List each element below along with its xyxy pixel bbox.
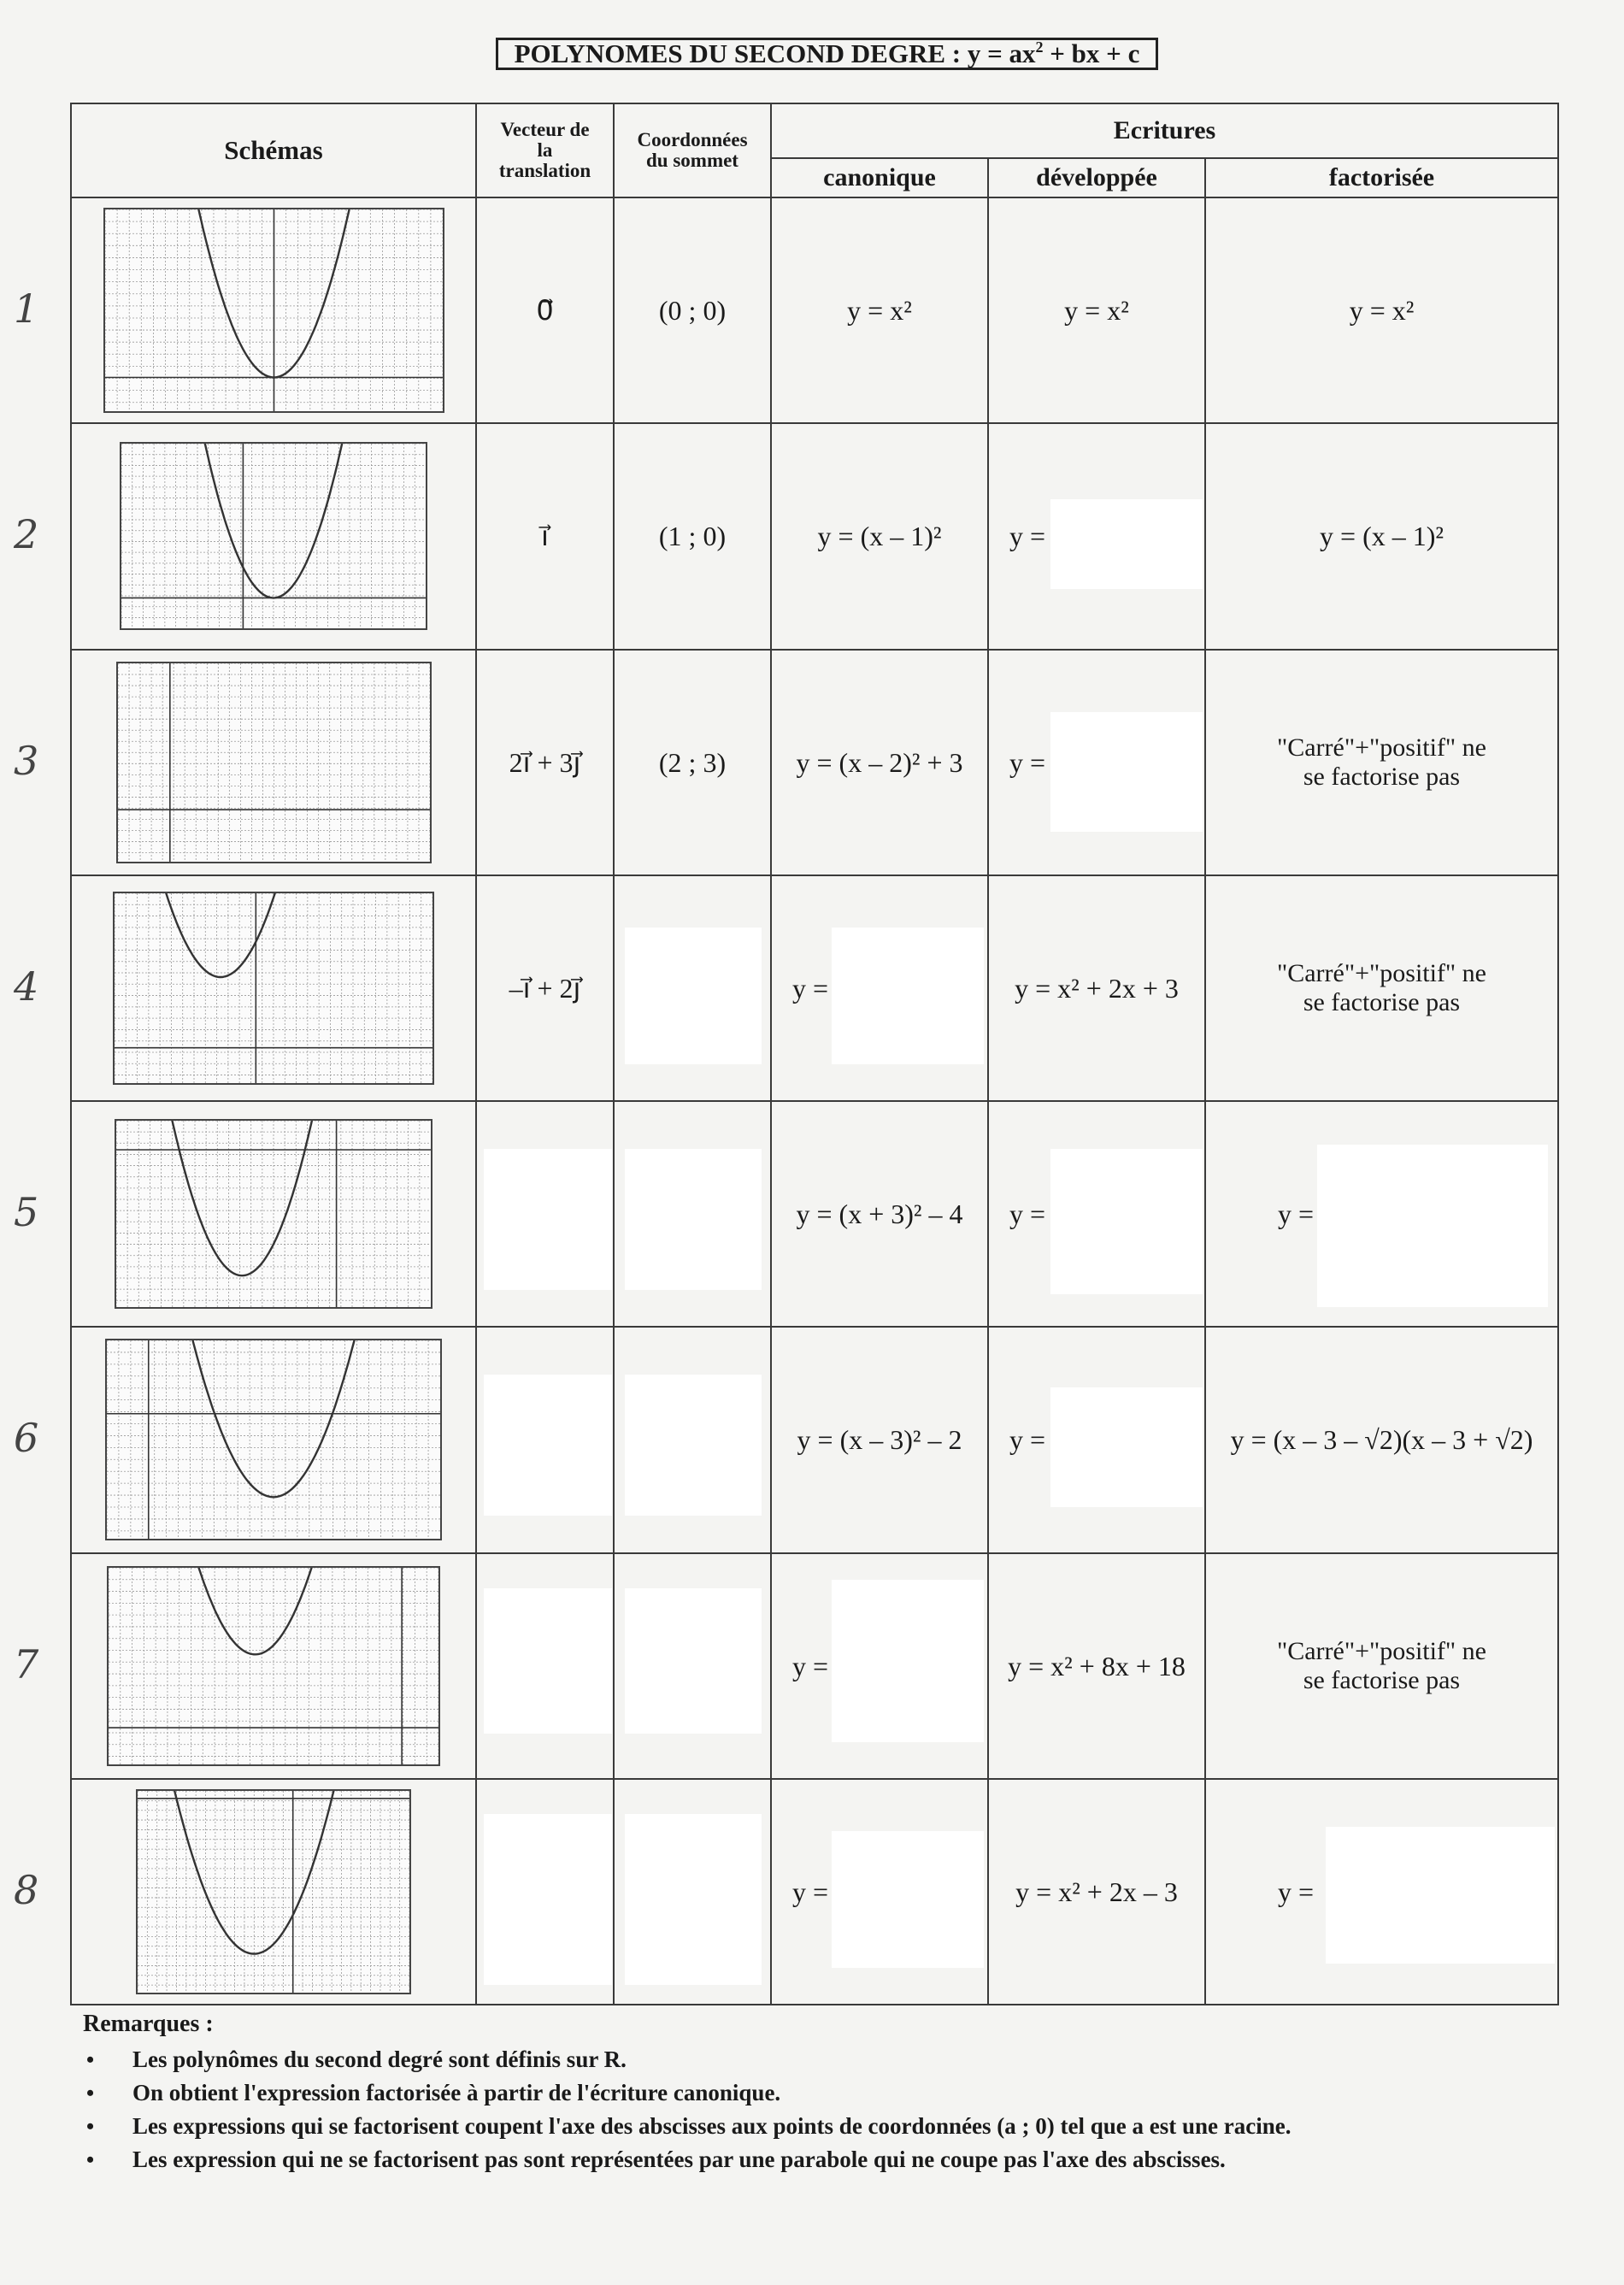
canonique-prefix: y = [792, 1650, 829, 1681]
canonique-cell [771, 875, 988, 1101]
sommet-cell [614, 1327, 771, 1552]
schema-cell [14, 423, 476, 649]
factorisee-prefix: y = [1278, 1198, 1315, 1230]
schema-cell [14, 1327, 476, 1552]
header-vecteur-line: la [537, 139, 553, 162]
title-exponent: 2 [1035, 38, 1044, 56]
canonique-answer-blank [832, 928, 984, 1064]
vecteur-value: –i⃗ + 2j⃗ [509, 972, 581, 1004]
vecteur-value: i⃗ [541, 521, 549, 552]
table-row [71, 650, 1558, 875]
sommet-value: (2 ; 3) [658, 746, 727, 778]
table-row [71, 1101, 1558, 1327]
factorisee-value: y = x² [1349, 295, 1415, 327]
table-row [71, 1327, 1558, 1552]
sommet-cell [614, 423, 771, 649]
sommet-cell [614, 197, 771, 423]
vecteur-answer-blank [484, 1814, 612, 1985]
row-number: 2 [14, 511, 39, 558]
developpee-cell [988, 1101, 1205, 1327]
header-vecteur [476, 103, 614, 197]
vecteur-answer-blank [484, 1375, 612, 1516]
developpee-value: y = x² + 8x + 18 [1008, 1650, 1186, 1681]
developpee-answer-blank [1050, 712, 1203, 832]
canonique-cell [771, 423, 988, 649]
factorisee-cell [1205, 1779, 1558, 2005]
page-title [496, 38, 1158, 70]
title-tail: + bx + c [1043, 38, 1140, 68]
row-number: 7 [14, 1640, 39, 1687]
vecteur-cell [476, 875, 614, 1101]
factorisee-cell [1205, 1101, 1558, 1327]
developpee-prefix: y = [1009, 521, 1046, 552]
row-number: 3 [14, 737, 39, 784]
header-developpee: développée [988, 158, 1205, 197]
row-number: 8 [14, 1866, 39, 1913]
parabola-graph [105, 1339, 442, 1540]
header-canonique: canonique [771, 158, 988, 197]
canonique-value: y = (x – 1)² [817, 521, 942, 552]
developpee-cell [988, 1327, 1205, 1552]
vecteur-answer-blank [484, 1149, 612, 1290]
row-number: 6 [14, 1415, 39, 1462]
developpee-cell [988, 1779, 1205, 2005]
sommet-value: (1 ; 0) [658, 521, 727, 552]
developpee-prefix: y = [1009, 746, 1046, 778]
remarks-title: Remarques : [83, 2011, 214, 2037]
sommet-cell [614, 650, 771, 875]
factorisee-cell [1205, 197, 1558, 423]
canonique-answer-blank [832, 1831, 984, 1968]
header-sommet [614, 103, 771, 197]
header-vecteur-line: translation [498, 160, 591, 182]
parabola-graph [136, 1789, 411, 1994]
sommet-cell [614, 1101, 771, 1327]
parabola-graph [120, 442, 427, 630]
canonique-cell [771, 1779, 988, 2005]
canonique-cell [771, 1101, 988, 1327]
header-sommet-line: du sommet [646, 150, 738, 172]
canonique-value: y = (x + 3)² – 4 [796, 1198, 963, 1230]
parabola-graph [115, 1119, 432, 1309]
row-number: 1 [14, 286, 39, 333]
remarks-section [83, 2011, 1570, 2176]
vecteur-cell [476, 197, 614, 423]
sommet-answer-blank [625, 1149, 762, 1290]
factorisee-value: "Carré"+"positif" ne se factorise pas [1276, 1636, 1486, 1694]
developpee-cell [988, 197, 1205, 423]
developpee-answer-blank [1050, 499, 1203, 589]
remarks-list [83, 2043, 1570, 2176]
canonique-answer-blank [832, 1580, 984, 1742]
developpee-cell [988, 875, 1205, 1101]
canonique-cell [771, 197, 988, 423]
parabola-graph [103, 208, 444, 413]
sommet-answer-blank [625, 1814, 762, 1985]
remark-item: • Les expressions qui se factorisent coupent l'axe des abscisses aux points de coordonnées (a ; 0) tel que a est une racine. [83, 2110, 1570, 2143]
developpee-cell [988, 1553, 1205, 1779]
sommet-answer-blank [625, 1375, 762, 1516]
developpee-value: y = x² + 2x + 3 [1015, 972, 1179, 1004]
developpee-prefix: y = [1009, 1424, 1046, 1456]
developpee-prefix: y = [1009, 1198, 1046, 1230]
canonique-cell [771, 650, 988, 875]
vecteur-cell [476, 423, 614, 649]
factorisee-cell [1205, 875, 1558, 1101]
parabola-graph [116, 662, 432, 863]
sommet-cell [614, 875, 771, 1101]
canonique-cell [771, 1327, 988, 1552]
header-factorisee: factorisée [1205, 158, 1558, 197]
developpee-value: y = x² [1064, 295, 1129, 327]
vecteur-cell [476, 650, 614, 875]
row-number: 5 [14, 1189, 39, 1236]
vecteur-cell [476, 1101, 614, 1327]
canonique-prefix: y = [792, 972, 829, 1004]
title-text: POLYNOMES DU SECOND DEGRE : y = ax [514, 38, 1036, 68]
factorisee-value: y = (x – 3 – √2)(x – 3 + √2) [1230, 1424, 1533, 1456]
table-row [71, 423, 1558, 649]
factorisee-value: y = (x – 1)² [1320, 521, 1444, 552]
header-schemas: Schémas [71, 103, 476, 197]
vecteur-value: 0⃗ [536, 295, 554, 327]
factorisee-answer-blank [1317, 1145, 1548, 1307]
sommet-answer-blank [625, 1588, 762, 1734]
developpee-answer-blank [1050, 1149, 1203, 1294]
vecteur-cell [476, 1553, 614, 1779]
schema-cell [14, 1553, 476, 1779]
canonique-value: y = (x – 2)² + 3 [796, 746, 963, 778]
factorisee-cell [1205, 423, 1558, 649]
schema-cell [14, 1101, 476, 1327]
vecteur-cell [476, 1779, 614, 2005]
header-sommet-line: Coordonnées [637, 129, 748, 151]
parabola-graph [107, 1566, 440, 1766]
sommet-cell [614, 1779, 771, 2005]
remark-item: • Les polynômes du second degré sont définis sur R. [83, 2043, 1570, 2076]
parabola-graph [113, 892, 434, 1085]
canonique-cell [771, 1553, 988, 1779]
schema-cell [14, 1779, 476, 2005]
remark-item: • On obtient l'expression factorisée à partir de l'écriture canonique. [83, 2076, 1570, 2110]
vecteur-answer-blank [484, 1588, 612, 1734]
schema-cell [14, 650, 476, 875]
schema-cell [14, 875, 476, 1101]
schema-cell [14, 197, 476, 423]
sommet-cell [614, 1553, 771, 1779]
factorisee-cell [1205, 650, 1558, 875]
canonique-value: y = x² [847, 295, 912, 327]
table-row [71, 1553, 1558, 1779]
developpee-cell [988, 650, 1205, 875]
canonique-value: y = (x – 3)² – 2 [797, 1424, 962, 1456]
factorisee-value: "Carré"+"positif" ne se factorise pas [1276, 958, 1486, 1016]
header-vecteur-line: Vecteur de [500, 119, 590, 141]
header-ecritures: Ecritures [771, 103, 1558, 158]
remark-item: • Les expression qui ne se factorisent pas sont représentées par une parabole qui ne coupe pas l'axe des abscisses. [83, 2143, 1570, 2176]
factorisee-value: "Carré"+"positif" ne se factorise pas [1276, 733, 1486, 791]
table-row [71, 1779, 1558, 2005]
factorisee-prefix: y = [1278, 1876, 1315, 1907]
vecteur-value: 2i⃗ + 3j⃗ [509, 746, 581, 778]
developpee-value: y = x² + 2x – 3 [1015, 1876, 1178, 1907]
vecteur-cell [476, 1327, 614, 1552]
factorisee-cell [1205, 1327, 1558, 1552]
polynomial-table [14, 103, 1559, 2005]
table-row [71, 875, 1558, 1101]
sommet-answer-blank [625, 928, 762, 1064]
table-row [71, 197, 1558, 423]
developpee-answer-blank [1050, 1387, 1203, 1507]
factorisee-answer-blank [1326, 1827, 1555, 1964]
developpee-cell [988, 423, 1205, 649]
canonique-prefix: y = [792, 1876, 829, 1907]
row-number: 4 [14, 963, 39, 1010]
factorisee-cell [1205, 1553, 1558, 1779]
sommet-value: (0 ; 0) [658, 295, 727, 327]
